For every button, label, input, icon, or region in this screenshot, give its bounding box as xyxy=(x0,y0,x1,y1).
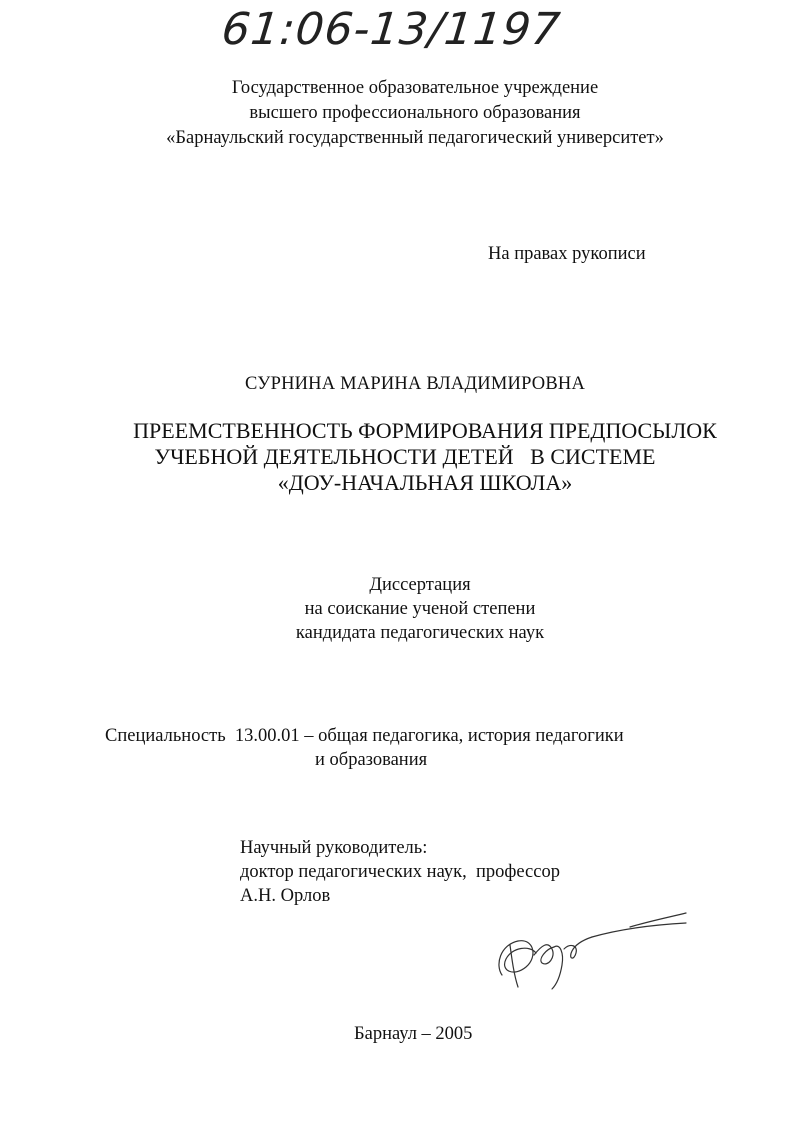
dissertation-title xyxy=(110,418,740,496)
document-type-line: кандидата педагогических наук xyxy=(295,623,545,643)
author-name: СУРНИНА МАРИНА ВЛАДИМИРОВНА xyxy=(244,374,586,394)
city-year: Барнаул – 2005 xyxy=(354,1024,473,1044)
institution-line: высшего профессионального образования xyxy=(249,103,581,123)
institution-line: Государственное образовательное учреждение xyxy=(231,78,599,98)
signature-icon xyxy=(490,905,690,995)
title-line: «ДОУ-НАЧАЛЬНАЯ ШКОЛА» xyxy=(277,470,573,495)
specialty-line: Специальность 13.00.01 – общая педагогика, история педагогики xyxy=(105,726,624,746)
signature-icon xyxy=(490,905,690,995)
document-type-line: Диссертация xyxy=(369,575,471,595)
document-type-line: на соискание ученой степени xyxy=(304,599,536,619)
rights-notice: На правах рукописи xyxy=(488,244,646,264)
document-type xyxy=(150,573,690,645)
institution-block xyxy=(120,76,710,151)
advisor-label: Научный руководитель: xyxy=(240,838,428,858)
specialty-block xyxy=(105,724,624,772)
institution-line: «Барнаульский государственный педагогический университет» xyxy=(166,128,664,148)
advisor-block xyxy=(240,836,560,908)
advisor-name: А.Н. Орлов xyxy=(240,886,331,906)
advisor-degree: доктор педагогических наук, профессор xyxy=(240,862,560,882)
title-line: УЧЕБНОЙ ДЕЯТЕЛЬНОСТИ ДЕТЕЙ В СИСТЕМЕ xyxy=(154,444,656,469)
archive-number: 61:06-13/1197 xyxy=(219,4,564,55)
specialty-line: и образования xyxy=(315,750,428,770)
title-line: ПРЕЕМСТВЕННОСТЬ ФОРМИРОВАНИЯ ПРЕДПОСЫЛОК xyxy=(133,418,717,443)
